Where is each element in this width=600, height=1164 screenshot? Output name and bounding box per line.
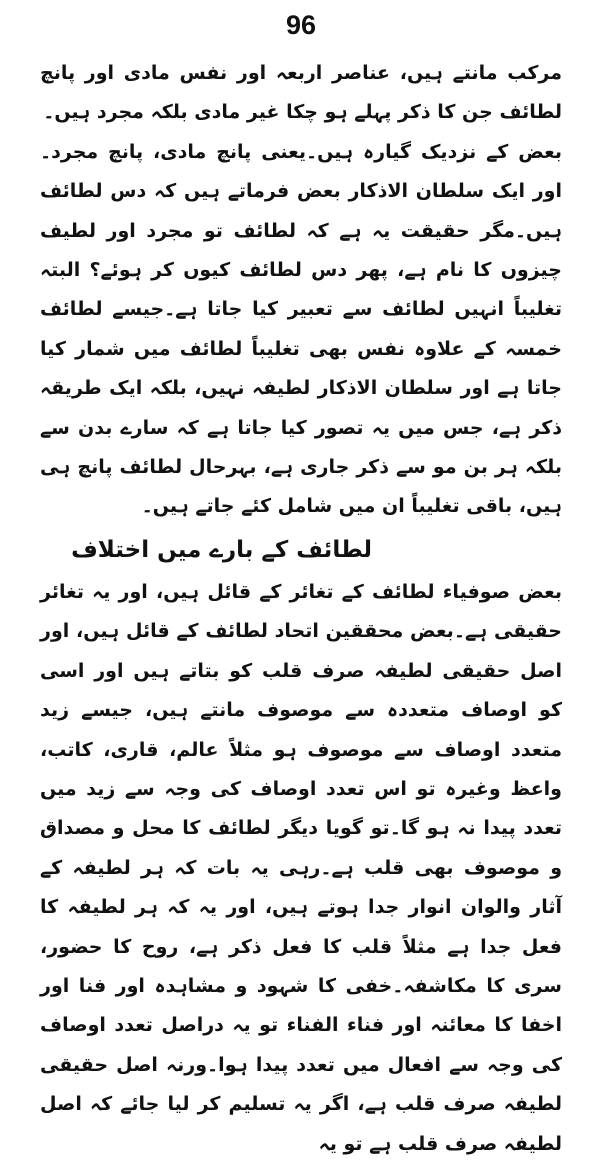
page-body [40,54,562,1164]
paragraph: بعض کے نزدیک گیارہ ہیں۔یعنی پانچ مادی، پانچ مجرد۔اور ایک سلطان الاذکار بعض فرماتے ہیں کہ دس لطائف ہیں۔مگر حقیقت یہ ہے کہ لطائف تو مجرد اور لطیف چیزوں کا نام ہے، پھر دس لطائف کیوں کر ہوئے؟ البتہ تغلیباً انہیں لطائف سے تعبیر کیا جاتا ہے۔جیسے لطائف خمسہ کے علاوہ نفس بھی تغلیباً لطائف میں شمار کیا جاتا ہے اور سلطان الاذکار لطیفہ نہیں، بلکہ ایک طریقہ ذکر ہے، جس میں یہ تصور کیا جاتا ہے کہ سارے بدن سے بلکہ ہر بن مو سے ذکر جاری ہے، بہرحال لطائف پانچ ہی ہیں، باقی تغلیباً ان میں شامل کئے جاتے ہیں۔ [40,140,562,518]
section-heading: لطائف کے بارے میں اختلاف [71,536,372,563]
paragraph: بعض صوفیاء لطائف کے تغائر کے قائل ہیں، اور یہ تغائر حقیقی ہے۔بعض محققین اتحاد لطائف کے قائل ہیں، اور اصل حقیقی لطیفہ صرف قلب کو بتاتے ہیں اور اسی کو اوصاف متعددہ سے موصوف مانتے ہیں، جیسے زید متعدد اوصاف سے موصوف ہو مثلاً عالم، قاری، کاتب، واعظ وغیرہ تو اس تعدد اوصاف کی وجہ سے زید میں تعدد پیدا نہ ہو گا۔تو گویا دیگر لطائف کا محل و مصداق و موصوف بھی قلب ہے۔رہی یہ بات کہ ہر لطیفہ کے آثار والوان انوار جدا ہوتے ہیں، اور یہ کہ ہر لطیفہ کا فعل جدا ہے مثلاً قلب کا فعل ذکر ہے، روح کا حضور، سری کا مکاشفہ۔خفی کا شہود و مشاہدہ اور فنا اور اخفا کا معائنہ اور فناء الفناء تو یہ دراصل تعدد اوصاف کی وجہ سے افعال میں تعدد پیدا ہوا۔ورنہ اصل حقیقی لطیفہ صرف قلب ہے، اگر یہ تسلیم کر لیا جائے کہ اصل لطیفہ صرف قلب ہے تو یہ [40,580,562,1155]
paragraph: مرکب مانتے ہیں، عناصر اربعہ اور نفس مادی اور پانچ لطائف جن کا ذکر پہلے ہو چکا غیر مادی بلکہ مجرد ہیں۔ [40,62,562,124]
page-number: 96 [285,10,317,40]
